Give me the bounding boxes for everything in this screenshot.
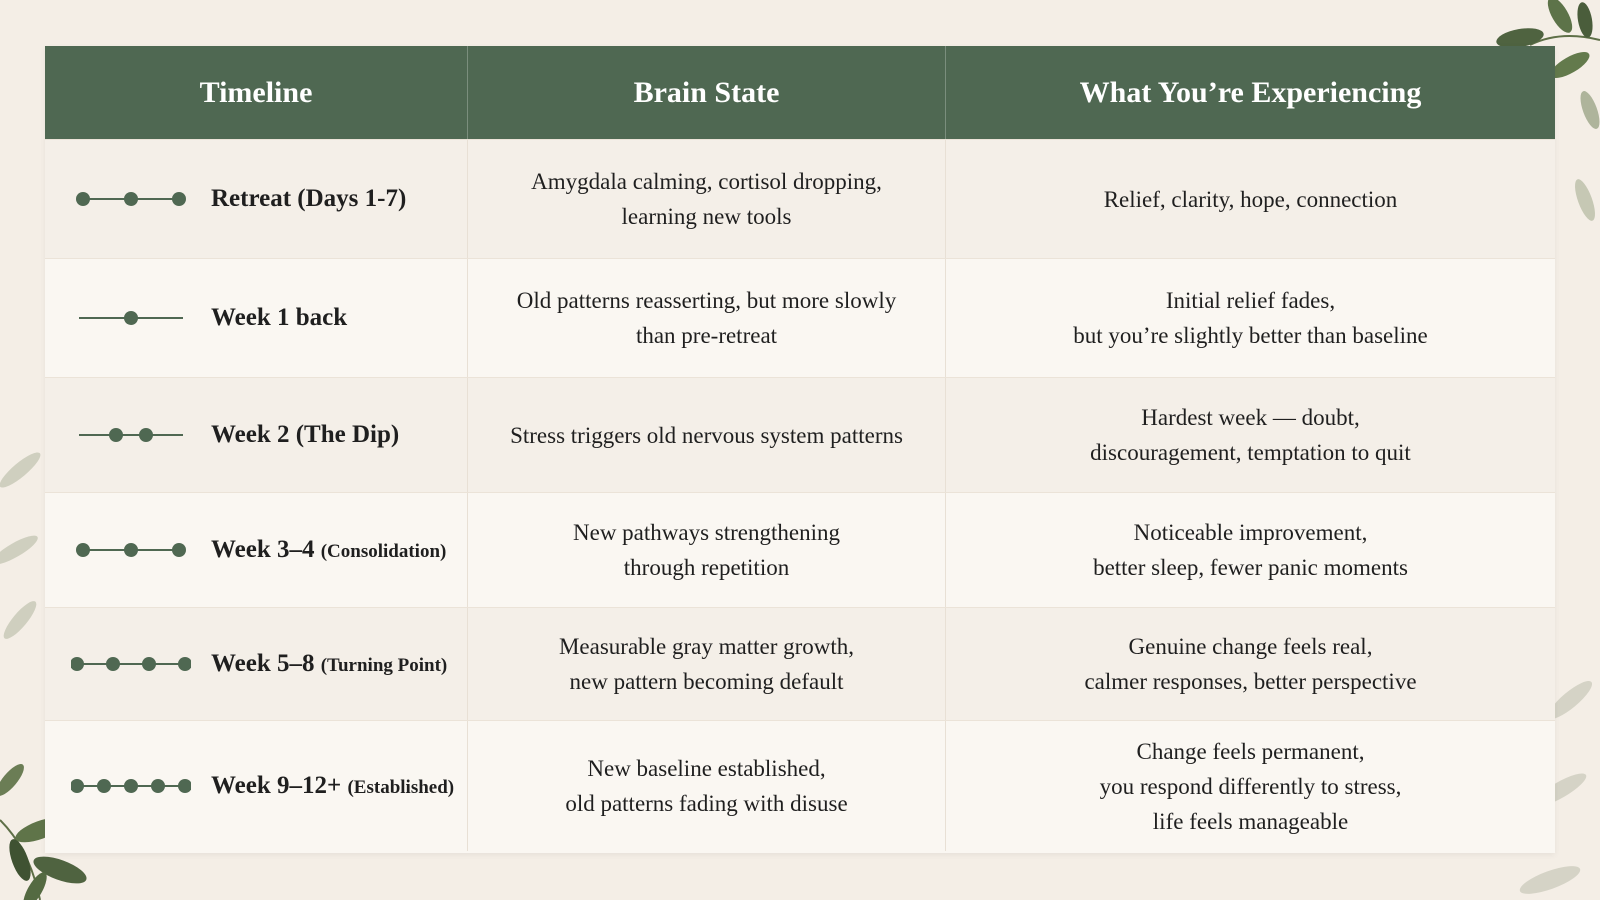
timeline-table xyxy=(45,46,1555,853)
table-row xyxy=(45,492,1555,607)
experience-cell: Relief, clarity, hope, connection xyxy=(945,140,1555,258)
progress-dot xyxy=(178,779,191,793)
progress-dots-icon xyxy=(71,654,191,674)
progress-dot xyxy=(76,192,90,206)
experience-cell: Noticeable improvement, better sleep, fewer panic moments xyxy=(945,493,1555,607)
timeline-cell xyxy=(45,493,467,607)
timeline-label: Week 3–4 (Consolidation) xyxy=(211,536,447,563)
progress-dot xyxy=(151,779,165,793)
progress-dots-icon xyxy=(71,308,191,328)
progress-dots-icon xyxy=(71,425,191,445)
table-row xyxy=(45,377,1555,492)
progress-dot xyxy=(76,543,90,557)
table-row xyxy=(45,139,1555,258)
progress-dot xyxy=(71,657,84,671)
brain-state-cell: Amygdala calming, cortisol dropping, learning new tools xyxy=(467,140,945,258)
timeline-label: Week 1 back xyxy=(211,304,348,331)
experience-cell: Change feels permanent, you respond differently to stress, life feels manageable xyxy=(945,721,1555,851)
progress-dot xyxy=(124,779,138,793)
timeline-cell xyxy=(45,140,467,258)
brain-state-cell: Stress triggers old nervous system patterns xyxy=(467,378,945,492)
brain-state-cell: New baseline established, old patterns fading with disuse xyxy=(467,721,945,851)
progress-dot xyxy=(142,657,156,671)
experience-cell: Hardest week — doubt, discouragement, temptation to quit xyxy=(945,378,1555,492)
timeline-cell xyxy=(45,259,467,377)
timeline-cell xyxy=(45,721,467,851)
progress-dots-icon xyxy=(71,189,191,209)
timeline-label: Retreat (Days 1-7) xyxy=(211,185,407,212)
timeline-cell xyxy=(45,378,467,492)
progress-dot xyxy=(124,311,138,325)
timeline-cell xyxy=(45,608,467,720)
timeline-label: Week 5–8 (Turning Point) xyxy=(211,650,448,677)
table-row xyxy=(45,720,1555,851)
progress-dot xyxy=(139,428,153,442)
header-experience: What You’re Experiencing xyxy=(945,46,1555,139)
timeline-label: Week 9–12+ (Established) xyxy=(211,772,455,799)
progress-dot xyxy=(106,657,120,671)
progress-dot xyxy=(124,543,138,557)
progress-dots-icon xyxy=(71,540,191,560)
progress-dots-icon xyxy=(71,776,191,796)
header-brain-state: Brain State xyxy=(467,46,945,139)
table-header xyxy=(45,46,1555,139)
table-row xyxy=(45,258,1555,377)
progress-dot xyxy=(172,192,186,206)
progress-dot xyxy=(97,779,111,793)
experience-cell: Genuine change feels real, calmer responses, better perspective xyxy=(945,608,1555,720)
brain-state-cell: Old patterns reasserting, but more slowly than pre-retreat xyxy=(467,259,945,377)
table-body xyxy=(45,139,1555,851)
brain-state-cell: New pathways strengthening through repetition xyxy=(467,493,945,607)
progress-dot xyxy=(178,657,191,671)
progress-dot xyxy=(71,779,84,793)
progress-dot xyxy=(109,428,123,442)
progress-dot xyxy=(124,192,138,206)
experience-cell: Initial relief fades, but you’re slightly better than baseline xyxy=(945,259,1555,377)
table-row xyxy=(45,607,1555,720)
timeline-label: Week 2 (The Dip) xyxy=(211,421,400,448)
brain-state-cell: Measurable gray matter growth, new pattern becoming default xyxy=(467,608,945,720)
header-timeline: Timeline xyxy=(199,75,313,109)
progress-dot xyxy=(172,543,186,557)
